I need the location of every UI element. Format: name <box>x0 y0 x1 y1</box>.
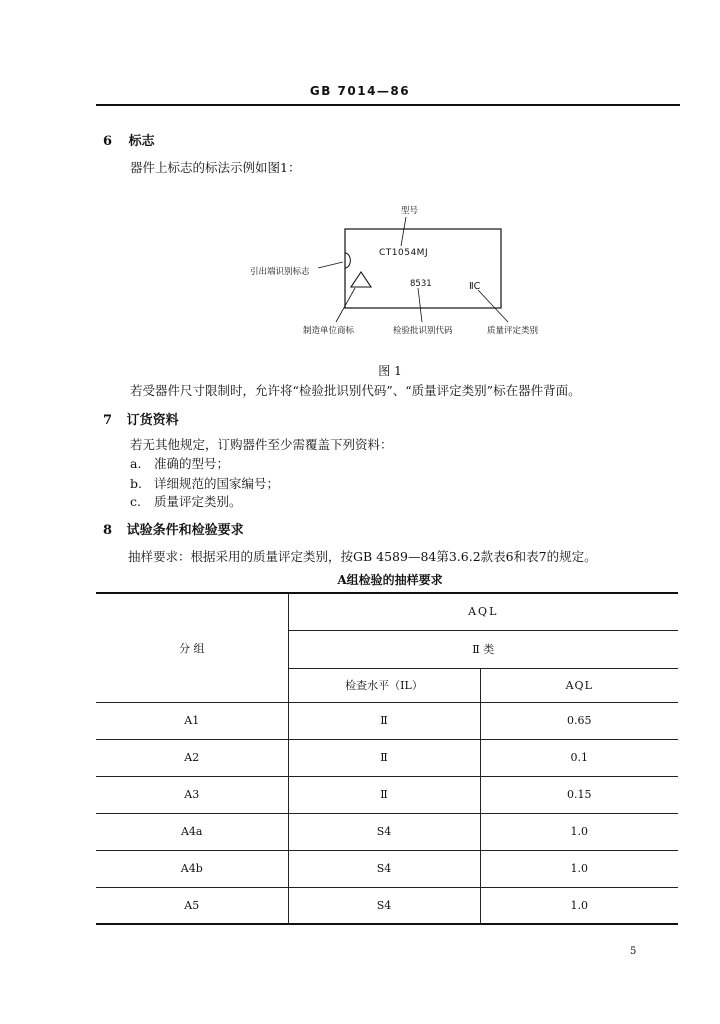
cell-aql: 0.65 <box>480 702 678 739</box>
quality-code: ⅡC <box>469 281 481 292</box>
cell-aql: 1.0 <box>480 850 678 887</box>
header-class: Ⅱ 类 <box>288 630 678 668</box>
cell-group: A1 <box>96 702 288 739</box>
figure-note: 若受器件尺寸限制时，允许将“检验批识别代码”、“质量评定类别”标在器件背面。 <box>130 383 581 398</box>
header-inspection-level: 检查水平（IL） <box>288 668 480 702</box>
list-text: 质量评定类别。 <box>154 494 242 509</box>
table-row <box>96 850 678 887</box>
table-row <box>96 702 678 739</box>
table-row <box>96 739 678 776</box>
cell-il: Ⅱ <box>288 739 480 776</box>
header-aql: AQL <box>288 593 678 630</box>
list-item <box>130 454 229 472</box>
cell-il: S4 <box>288 813 480 850</box>
figure-lines <box>0 0 720 380</box>
table-row <box>96 776 678 813</box>
cell-aql: 0.1 <box>480 739 678 776</box>
figure-1 <box>0 0 720 380</box>
manufacturer-triangle-icon <box>351 272 371 287</box>
cell-group: A3 <box>96 776 288 813</box>
label-pin-identifier: 引出端识别标志 <box>250 267 310 277</box>
cell-aql: 1.0 <box>480 813 678 850</box>
list-item <box>130 474 279 492</box>
cell-il: Ⅱ <box>288 702 480 739</box>
section-title: 标志 <box>128 134 155 149</box>
table-title: A组检验的抽样要求 <box>337 573 443 587</box>
table-row <box>96 813 678 850</box>
section-number: 7 <box>103 413 113 428</box>
cell-group: A4b <box>96 850 288 887</box>
label-manufacturer: 制造单位商标 <box>303 326 355 336</box>
table-row <box>96 887 678 924</box>
header-aql-column: AQL <box>480 668 678 702</box>
page-number: 5 <box>630 946 637 957</box>
list-letter: b. <box>130 476 142 491</box>
section-number: 6 <box>103 134 113 149</box>
standard-header: GB 7014—86 <box>309 84 411 98</box>
list-text: 准确的型号； <box>154 456 230 471</box>
label-quality-class: 质量评定类别 <box>487 326 539 336</box>
sampling-table <box>96 592 678 925</box>
list-text: 详细规范的国家编号； <box>154 476 280 491</box>
section-number: 8 <box>103 523 113 538</box>
cell-il: S4 <box>288 887 480 924</box>
label-model: 型号 <box>401 206 419 216</box>
model-text: CT1054MJ <box>379 248 429 258</box>
cell-il: Ⅱ <box>288 776 480 813</box>
lot-code: 8531 <box>410 279 432 289</box>
list-letter: a. <box>130 456 142 471</box>
section-title: 订货资料 <box>126 413 179 428</box>
list-item <box>130 492 242 510</box>
label-lot-code: 检验批识别代码 <box>393 326 453 336</box>
section-title: 试验条件和检验要求 <box>126 523 244 538</box>
cell-group: A5 <box>184 898 200 912</box>
section-7-heading <box>103 409 179 428</box>
header-group: 分 组 <box>96 593 288 702</box>
list-letter: c. <box>130 494 141 509</box>
figure-caption: 图 1 <box>378 364 402 378</box>
cell-group: A2 <box>96 739 288 776</box>
cell-group: A4a <box>96 813 288 850</box>
section-8-heading <box>103 519 244 538</box>
cell-aql: 1.0 <box>480 887 678 924</box>
section-7-intro: 若无其他规定，订购器件至少需覆盖下列资料： <box>130 437 393 452</box>
cell-il: S4 <box>288 850 480 887</box>
cell-aql: 0.15 <box>480 776 678 813</box>
section-8-text: 抽样要求：根据采用的质量评定类别，按GB 4589—84第3.6.2款表6和表7的规定。 <box>128 549 597 564</box>
section-6-text: 器件上标志的标法示例如图1： <box>130 160 301 175</box>
